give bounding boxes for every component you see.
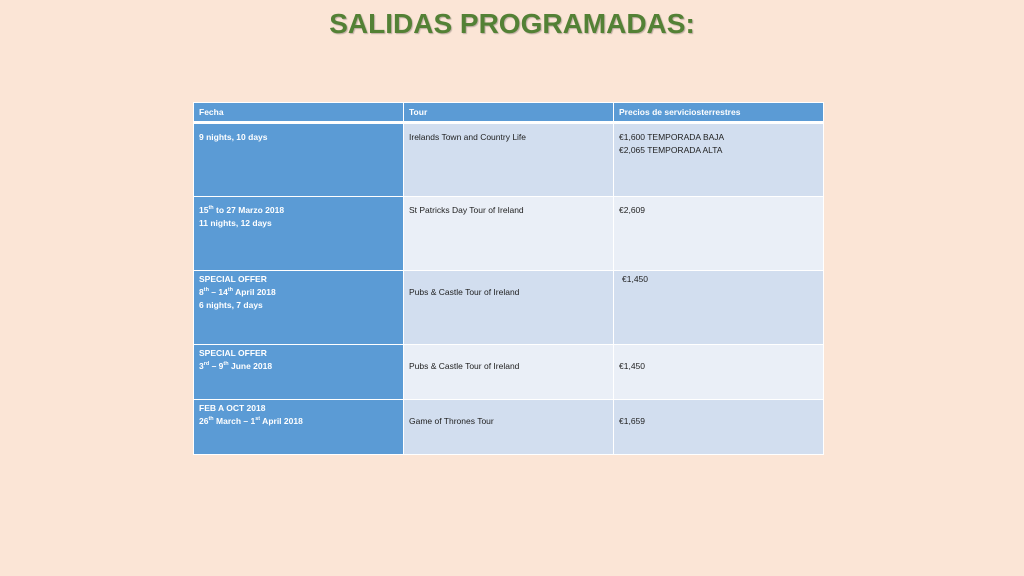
date-range: 26th March – 1st April 2018	[199, 416, 303, 426]
page-title: SALIDAS PROGRAMADAS:	[329, 8, 695, 39]
date-cell	[194, 345, 404, 400]
special-offer-label: SPECIAL OFFER	[199, 274, 267, 284]
date-period: FEB A OCT 2018	[199, 403, 266, 413]
tour-cell	[404, 271, 614, 345]
schedule-table	[193, 102, 824, 455]
column-header-tour: Tour	[404, 103, 614, 123]
date-range: 3rd – 9th June 2018	[199, 361, 273, 371]
price-cell	[614, 123, 824, 197]
tour-cell	[404, 123, 614, 197]
price-cell	[614, 197, 824, 271]
column-header-precios: Precios de serviciosterrestres	[614, 103, 824, 123]
tour-cell	[404, 345, 614, 400]
price-high-season: €2,065 TEMPORADA ALTA	[619, 145, 723, 155]
tour-name: St Patricks Day Tour of Ireland	[409, 205, 524, 215]
special-offer-label: SPECIAL OFFER	[199, 348, 267, 358]
table-row	[194, 271, 824, 345]
date-range: 15th to 27 Marzo 2018	[199, 205, 285, 215]
tour-name: Irelands Town and Country Life	[409, 132, 527, 142]
date-duration: 9 nights, 10 days	[199, 132, 268, 142]
price-low-season: €1,600 TEMPORADA BAJA	[619, 132, 725, 142]
date-range: 8th – 14th April 2018	[199, 287, 276, 297]
price-value: €1,450	[619, 361, 645, 371]
date-cell	[194, 400, 404, 455]
price-cell	[614, 271, 824, 345]
date-cell	[194, 197, 404, 271]
table-row	[194, 400, 824, 455]
table-header-row	[194, 103, 824, 123]
price-value: €1,659	[619, 416, 645, 426]
table-row	[194, 123, 824, 197]
date-duration: 11 nights, 12 days	[199, 218, 272, 228]
date-cell	[194, 271, 404, 345]
tour-cell	[404, 400, 614, 455]
price-value: €2,609	[619, 205, 645, 215]
price-cell	[614, 345, 824, 400]
price-value: €1,450	[622, 274, 648, 284]
tour-name: Pubs & Castle Tour of Ireland	[409, 287, 520, 297]
tour-name: Game of Thrones Tour	[409, 416, 494, 426]
tour-cell	[404, 197, 614, 271]
table-row	[194, 197, 824, 271]
price-cell	[614, 400, 824, 455]
tour-name: Pubs & Castle Tour of Ireland	[409, 361, 520, 371]
table-row	[194, 345, 824, 400]
date-cell	[194, 123, 404, 197]
date-duration: 6 nights, 7 days	[199, 300, 263, 310]
column-header-fecha: Fecha	[194, 103, 404, 123]
